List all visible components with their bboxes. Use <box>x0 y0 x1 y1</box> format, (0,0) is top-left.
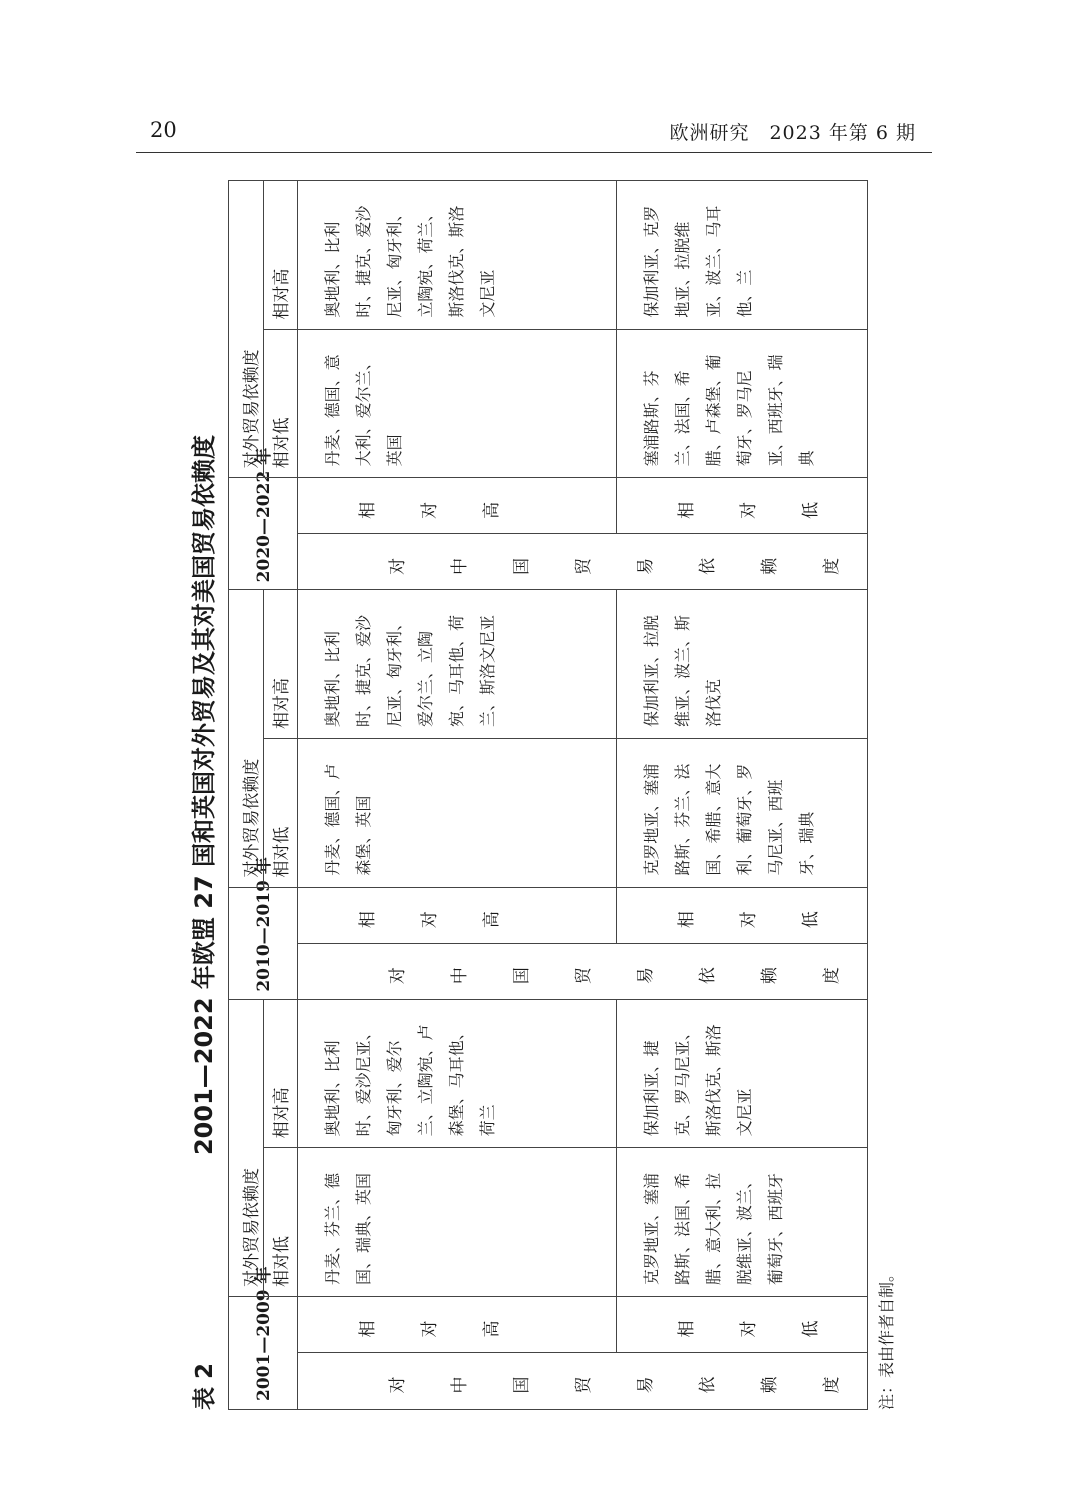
row-low-char: 低 <box>801 911 821 929</box>
country-list: 保加利亚、捷克、罗马尼亚、斯洛伐克、斯洛文尼亚 <box>642 1024 754 1137</box>
col-low-label: 相对低 <box>272 1236 292 1287</box>
row-low-char: 相 <box>677 1320 697 1338</box>
col-divider <box>229 477 867 478</box>
col-high-label: 相对高 <box>272 268 292 320</box>
country-list: 丹麦、芬兰、德国、瑞典、英国 <box>323 1172 373 1285</box>
header-rule <box>136 152 932 153</box>
col-group-label: 对外贸易依赖度 <box>242 349 262 469</box>
row-high-label <box>337 500 523 520</box>
row-axis-char: 易 <box>636 967 656 985</box>
period-label: 2001—2009 年 <box>254 1266 274 1401</box>
row-low-char: 对 <box>739 911 759 929</box>
row-low-label <box>656 910 842 930</box>
row-low-char: 对 <box>739 501 759 519</box>
block-divider <box>229 589 867 590</box>
col-low-label: 相对低 <box>272 826 292 878</box>
col-divider <box>229 887 867 888</box>
row-high-label <box>337 1319 523 1339</box>
col-high-label: 相对高 <box>272 1087 292 1139</box>
country-list: 克罗地亚、塞浦路斯、法国、希腊、意大利、拉脱维亚、波兰、葡萄牙、西班牙 <box>642 1172 785 1285</box>
row-label-divider <box>297 533 867 534</box>
row-label-divider <box>297 943 867 944</box>
row-axis-char: 度 <box>822 967 842 985</box>
row-high-char: 高 <box>482 911 502 929</box>
table-label: 表 2 <box>192 1362 218 1410</box>
row-axis-char: 度 <box>822 557 842 575</box>
row-axis-label <box>367 966 863 986</box>
page-number: 20 <box>150 118 177 142</box>
row-axis-char: 易 <box>636 1376 656 1394</box>
block-divider <box>229 999 867 1000</box>
row-axis-char: 对 <box>388 967 408 985</box>
header-rule <box>297 1000 298 1409</box>
row-axis-char: 依 <box>698 1376 718 1394</box>
country-list: 克罗地亚、塞浦路斯、芬兰、法国、希腊、意大利、葡萄牙、罗马尼亚、西班牙、瑞典 <box>642 763 816 876</box>
row-high-char: 对 <box>420 911 440 929</box>
row-divider <box>616 181 617 534</box>
col-divider <box>229 1296 867 1297</box>
row-axis-label <box>367 1375 863 1395</box>
country-list: 保加利亚、克罗地亚、拉脱维亚、波兰、马耳他、兰 <box>642 205 754 318</box>
country-list: 丹麦、德国、意大利、爱尔兰、英国 <box>323 354 404 467</box>
col-group-label: 对外贸易依赖度 <box>242 758 262 878</box>
row-low-char: 相 <box>677 501 697 519</box>
row-axis-char: 中 <box>450 1376 470 1394</box>
row-axis-char: 国 <box>512 557 532 575</box>
row-low-char: 低 <box>801 1320 821 1338</box>
row-axis-char: 赖 <box>760 967 780 985</box>
row-axis-char: 对 <box>388 1376 408 1394</box>
country-list: 奥地利、比利时、爱沙尼亚、匈牙利、爱尔兰、立陶宛、卢森堡、马耳他、荷兰 <box>323 1024 497 1137</box>
col-divider <box>263 1147 867 1148</box>
table-note: 注：表由作者自制。 <box>877 1265 896 1410</box>
row-low-label <box>656 1319 842 1339</box>
row-label-divider <box>297 1352 867 1353</box>
period-rule <box>263 181 264 478</box>
dependency-table <box>228 180 868 1410</box>
row-low-char: 对 <box>739 1320 759 1338</box>
country-list: 保加利亚、拉脱维亚、波兰、斯洛伐克 <box>642 614 723 727</box>
period-label: 2020—2022 年 <box>254 447 274 583</box>
country-list: 奥地利、比利时、捷克、爱沙尼亚、匈牙利、爱尔兰、立陶宛、马耳他、荷兰、斯洛文尼亚 <box>323 614 497 727</box>
col-high-label: 相对高 <box>272 678 292 729</box>
row-axis-char: 贸 <box>574 557 594 575</box>
table-caption <box>180 180 224 1410</box>
row-low-char: 相 <box>677 911 697 929</box>
row-axis-char: 国 <box>512 967 532 985</box>
country-list: 丹麦、德国、卢森堡、英国 <box>323 763 373 876</box>
row-high-char: 高 <box>482 1320 502 1338</box>
row-low-label <box>656 500 842 520</box>
col-low-label: 相对低 <box>272 417 292 469</box>
row-high-char: 相 <box>358 1320 378 1338</box>
row-axis-label <box>367 556 863 576</box>
row-divider <box>616 1000 617 1353</box>
header-rule <box>297 181 298 590</box>
row-high-char: 高 <box>482 501 502 519</box>
period-rule <box>263 590 264 887</box>
country-list: 奥地利、比利时、捷克、爱沙尼亚、匈牙利、立陶宛、荷兰、斯洛伐克、斯洛文尼亚 <box>323 205 497 318</box>
header-rule <box>297 590 298 999</box>
row-axis-char: 中 <box>450 557 470 575</box>
row-axis-char: 依 <box>698 557 718 575</box>
journal-header: 欧洲研究 2023 年第 6 期 <box>669 122 916 144</box>
row-divider <box>616 590 617 943</box>
row-low-char: 低 <box>801 501 821 519</box>
row-high-char: 对 <box>420 501 440 519</box>
country-list: 塞浦路斯、芬兰、法国、希腊、卢森堡、葡萄牙、罗马尼亚、西班牙、瑞典 <box>642 354 816 467</box>
rotated-table-page <box>180 180 896 1410</box>
col-divider <box>263 738 867 739</box>
row-axis-char: 易 <box>636 557 656 575</box>
row-axis-char: 贸 <box>574 967 594 985</box>
col-group-label: 对外贸易依赖度 <box>242 1168 262 1287</box>
row-axis-char: 贸 <box>574 1376 594 1394</box>
period-label: 2010—2019 年 <box>254 857 274 992</box>
row-axis-char: 度 <box>822 1376 842 1394</box>
row-axis-char: 国 <box>512 1376 532 1394</box>
row-axis-char: 中 <box>450 967 470 985</box>
row-axis-char: 赖 <box>760 1376 780 1394</box>
row-high-char: 相 <box>358 911 378 929</box>
row-high-char: 相 <box>358 501 378 519</box>
col-divider <box>263 329 867 330</box>
row-axis-char: 对 <box>388 557 408 575</box>
row-axis-char: 依 <box>698 967 718 985</box>
row-high-label <box>337 910 523 930</box>
table-title: 2001—2022 年欧盟 27 国和英国对外贸易及其对美国贸易依赖度 <box>190 434 218 1156</box>
row-axis-char: 赖 <box>760 557 780 575</box>
row-high-char: 对 <box>420 1320 440 1338</box>
